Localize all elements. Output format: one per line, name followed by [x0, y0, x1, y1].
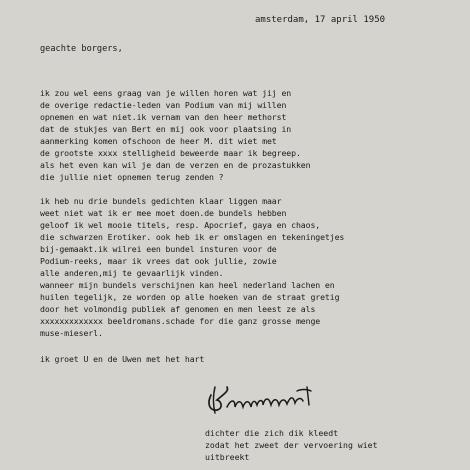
paragraph-1-line: ik zou wel eens graag van je willen horen wat jij en: [40, 88, 292, 98]
closing-line: uitbreekt: [205, 452, 250, 462]
handwritten-signature: [205, 383, 325, 417]
paragraph-2-line: ik heb nu drie bundels gedichten klaar liggen maar: [40, 196, 282, 206]
paragraph-1-line: de overige redactie-leden van Podium van mij willen: [40, 100, 287, 110]
salutation: geachte borgers,: [40, 44, 123, 54]
paragraph-2-line: wanneer mijn bundels verschijnen kan heel nederland lachen en: [40, 280, 335, 290]
letter-date: amsterdam, 17 april 1950: [255, 15, 386, 25]
paragraph-2-line: xxxxxxxxxxxxx beeldromans.schade for die ganz grosse menge: [40, 316, 321, 326]
paragraph-2-line: geloof ik wel mooie titels, resp. Apocrief, gaya en chaos,: [40, 220, 321, 230]
paragraph-1-line: opnemen en wat niet.ik vernam van den heer methorst: [40, 112, 287, 122]
paragraph-1-line: de grootste xxxx stelligheid beweerde maar ik begreep.: [40, 148, 301, 158]
paragraph-2-line: weet niet wat ik er mee moet doen.de bundels hebben: [40, 208, 287, 218]
paragraph-2-line: bij-gemaakt.ik wilrei een bundel insturen voor de: [40, 244, 277, 254]
closing-line: zodat het zweet der vervoering wiet: [205, 440, 378, 450]
paragraph-1-line: als het even kan wil je dan de verzen en de prozastukken: [40, 160, 311, 170]
greeting: ik groet U en de Uwen met het hart: [40, 354, 205, 364]
paragraph-1-line: dat de stukjes van Bert en mij ook voor plaatsing in: [40, 124, 292, 134]
paragraph-1-line: aanmerking komen ofschoon de heer M. dit wiet met: [40, 136, 277, 146]
paragraph-2-line: door het volmondig publiek af genomen en men leest ze als: [40, 304, 316, 314]
paragraph-2-line: Podium-reeks, maar ik vrees dat ook jullie, zowie: [40, 256, 277, 266]
paragraph-2-line: die schwarzen Erotiker. ook heb ik er omslagen en tekeningetjes: [40, 232, 345, 242]
paragraph-2-line: alle anderen,mij te gevaarlijk vinden.: [40, 268, 224, 278]
paragraph-2-line: muse-mieserl.: [40, 328, 103, 338]
paragraph-2-line: huilen tegelijk, ze worden op alle hoeken van de straat gretig: [40, 292, 340, 302]
closing-line: dichter die zich dik kleedt: [205, 428, 339, 438]
paragraph-1-line: die jullie niet opnemen terug zenden ?: [40, 172, 224, 182]
